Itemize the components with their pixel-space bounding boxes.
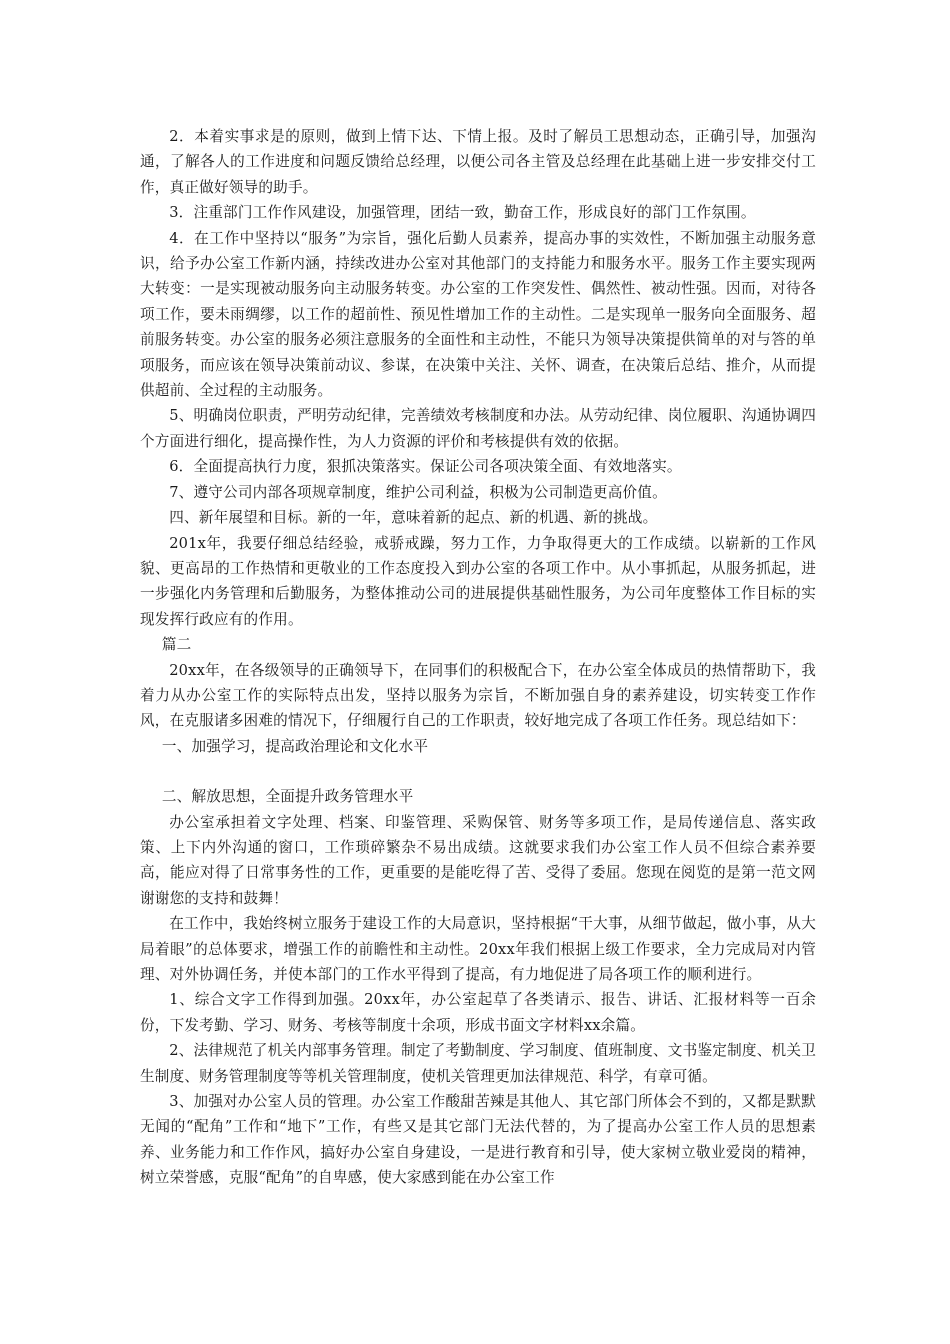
work-attitude-paragraph: 在工作中，我始终树立服务于建设工作的大局意识，坚持根据“干大事，从细节做起，做小事，从大局着眼”的总体要求，增强工作的前瞻性和主动性。20xx年我们根据上级工作要求，全力完成局对内管理、对外协调任务，并使本部门的工作水平得到了提高，有力地促进了局各项工作的顺利进行。 [140,915,816,983]
section-four-heading: 四、新年展望和目标。新的一年，意味着新的起点、新的机遇、新的挑战。 [169,509,658,527]
section-two-heading: 二、解放思想，全面提升政务管理水平 [161,788,414,806]
achievement-item-2: 2、法律规范了机关内部事务管理。制定了考勤制度、学习制度、值班制度、文书鉴定制度、机关卫生制度、财务管理制度等等机关管理制度，使机关管理更加法律规范、科学，有章可循。 [140,1042,816,1085]
outlook-paragraph: 201x年，我要仔细总结经验，戒骄戒躁，努力工作，力争取得更大的工作成绩。以崭新的工作风貌、更高昂的工作热情和更敬业的工作态度投入到办公室的各项工作中。从小事抓起，从服务抓起，进一步强化内务管理和后勤服务，为整体推动公司的进展提供基础性服务，为公司年度整体工作目标的实现发挥行政应有的作用。 [140,534,816,628]
section-one-heading: 一、加强学习，提高政治理论和文化水平 [161,737,429,755]
document-body [140,124,816,1191]
part-two-title: 篇二 [161,636,192,654]
part-two-intro: 20xx年，在各级领导的正确领导下，在同事们的积极配合下，在办公室全体成员的热情帮助下，我着力从办公室工作的实际特点出发，坚持以服务为宗旨，不断加强自身的素养建设，切实转变工作作风，在克服诸多困难的情况下，仔细履行自己的工作职责，较好地完成了各项工作任务。现总结如下： [140,661,816,730]
paragraph-item-3: 3．注重部门工作作风建设，加强管理，团结一致，勤奋工作，形成良好的部门工作氛围。 [169,204,756,222]
paragraph-item-7: 7、遵守公司内部各项规章制度，维护公司利益，积极为公司制造更高价值。 [169,483,667,501]
achievement-item-1: 1、综合文字工作得到加强。20xx年，办公室起草了各类请示、报告、讲话、汇报材料等一百余份，下发考勤、学习、财务、考核等制度十余项，形成书面文字材料xx余篇。 [140,991,816,1034]
paragraph-item-2: 2．本着实事求是的原则，做到上情下达、下情上报。及时了解员工思想动态，正确引导，加强沟通，了解各人的工作进度和问题反馈给总经理，以便公司各主管及总经理在此基础上进一步安排交付工作，真正做好领导的助手。 [140,128,816,196]
office-duties-paragraph: 办公室承担着文字处理、档案、印鉴管理、采购保管、财务等多项工作，是局传递信息、落实政策、上下内外沟通的窗口，工作琐碎繁杂不易出成绩。这就要求我们办公室工作人员不但综合素养要高，能应对得了日常事务性的工作，更重要的是能吃得了苦、受得了委屈。您现在阅览的是第一范文网谢谢您的支持和鼓舞！ [140,813,816,907]
blank-line [140,759,816,784]
paragraph-item-4: 4．在工作中坚持以“服务”为宗旨，强化后勤人员素养，提高办事的实效性，不断加强主动服务意识，给予办公室工作新内涵，持续改进办公室对其他部门的支持能力和服务水平。服务工作主要实现两大转变：一是实现被动服务向主动服务转变。办公室的工作突发性、偶然性、被动性强。因而，对待各项工作，要未雨绸缪，以工作的超前性、预见性增加工作的主动性。二是实现单一服务向全面服务、超前服务转变。办公室的服务必须注意服务的全面性和主动性，不能只为领导决策提供简单的对与答的单项服务，而应该在领导决策前动议、参谋，在决策中关注、关怀、调查，在决策后总结、推介，从而提供超前、全过程的主动服务。 [140,229,816,400]
paragraph-item-6: 6．全面提高执行力度，狠抓决策落实。保证公司各项决策全面、有效地落实。 [169,458,682,476]
achievement-item-3: 3、加强对办公室人员的管理。办公室工作酸甜苦辣是其他人、其它部门所体会不到的，又都是默默无闻的“配角”工作和“地下”工作，有些又是其它部门无法代替的，为了提高办公室工作人员的思想素养、业务能力和工作作风，搞好办公室自身建设，一是进行教育和引导，使大家树立敬业爱岗的精神，树立荣誉感，克服“配角”的自卑感，使大家感到能在办公室工作 [140,1093,816,1187]
paragraph-item-5: 5、明确岗位职责，严明劳动纪律，完善绩效考核制度和办法。从劳动纪律、岗位履职、沟通协调四个方面进行细化，提高操作性，为人力资源的评价和考核提供有效的依据。 [140,407,816,450]
